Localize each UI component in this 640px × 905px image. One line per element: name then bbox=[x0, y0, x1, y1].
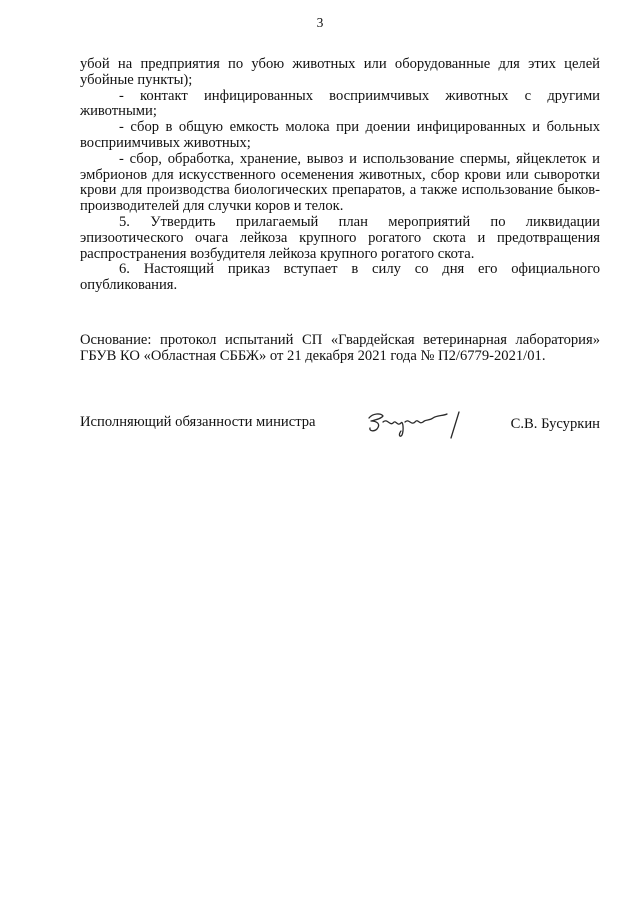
order-body bbox=[80, 57, 600, 294]
paragraph-sperm: - сбор, обработка, хранение, вывоз и использование спермы, яйцеклеток и эмбрионов для искусственного осеменения животных, сбор крови или сыворотки крови для производства биологических препаратов, а также использование быков-производителей для случки коров и телок. bbox=[80, 150, 600, 215]
basis-note bbox=[80, 333, 600, 365]
signature-block bbox=[80, 412, 600, 442]
paragraph-contact: - контакт инфицированных восприимчивых животных с другими животными; bbox=[80, 87, 600, 120]
paragraph-approve-plan: 5. Утвердить прилагаемый план мероприятий по ликвидации эпизоотического очага лейкоза крупного рогатого скота и предотвращения распространения возбудителя лейкоза крупного рогатого скота. bbox=[80, 213, 600, 262]
basis-text: Основание: протокол испытаний СП «Гвардейская ветеринарная лаборатория» ГБУВ КО «Областная СББЖ» от 21 декабря 2021 года № П2/6779-2021/01. bbox=[80, 332, 600, 364]
page-number: 3 bbox=[316, 15, 324, 30]
signatory-title: Исполняющий обязанности министра bbox=[80, 414, 316, 430]
paragraph-milk: - сбор в общую емкость молока при доении инфицированных и больных восприимчивых животных; bbox=[80, 119, 600, 151]
paragraph-slaughter: убой на предприятия по убою животных или оборудованные для этих целей убойные пункты); bbox=[80, 56, 600, 88]
signatory-name: С.В. Бусуркин bbox=[510, 416, 600, 432]
handwritten-signature bbox=[363, 404, 483, 444]
paragraph-effective: 6. Настоящий приказ вступает в силу со дня его официального опубликования. bbox=[80, 261, 600, 294]
